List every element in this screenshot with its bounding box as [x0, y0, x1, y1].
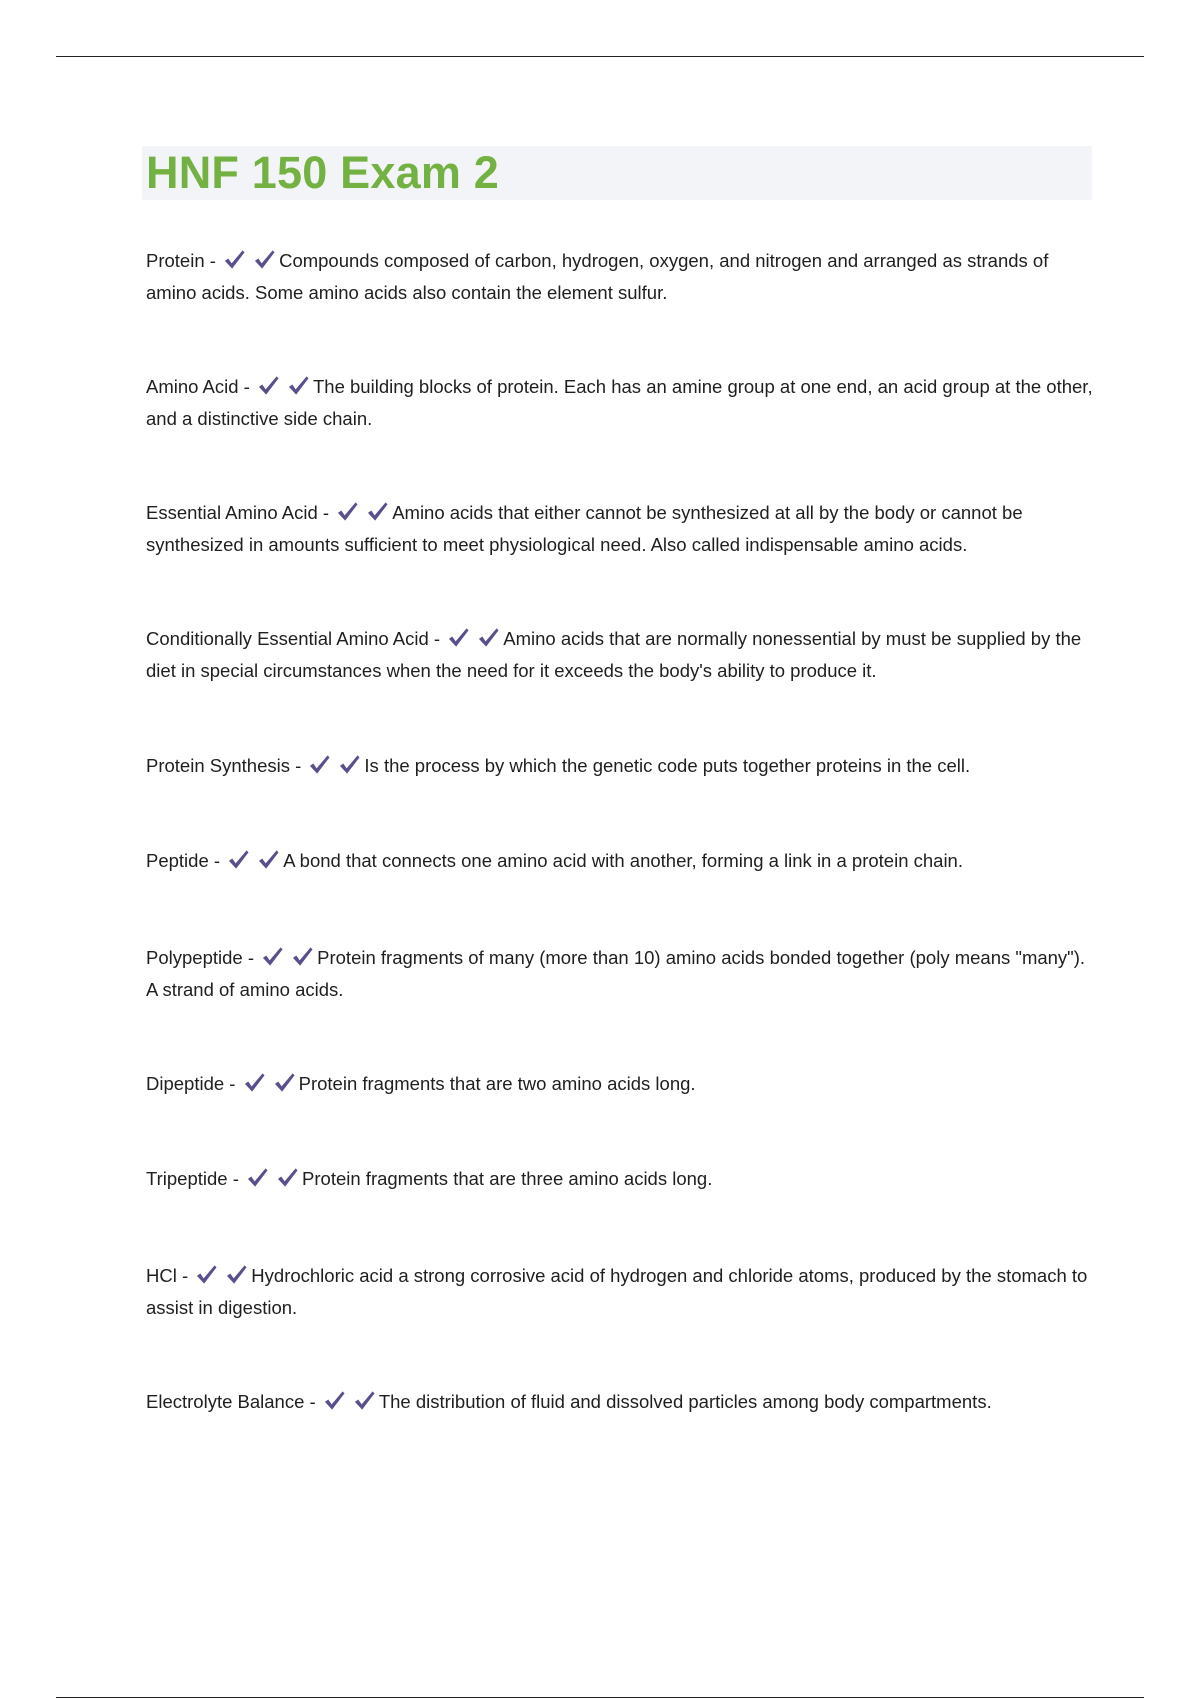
term-label: Dipeptide: [146, 1073, 225, 1094]
check-icon: [308, 754, 331, 775]
term-entry-polypeptide: [146, 943, 1096, 1004]
term-label: Peptide: [146, 850, 209, 871]
check-icon: [223, 249, 246, 270]
term-definition: Protein fragments that are two amino acids long.: [298, 1073, 696, 1094]
term-label: HCl: [146, 1265, 177, 1286]
term-definition: Amino acids that are normally nonessential by must be supplied by the diet in special circumstances when the need for it exceeds the body's ability to produce it.: [146, 628, 1082, 681]
term-label: Electrolyte Balance: [146, 1391, 305, 1412]
term-label: Conditionally Essential Amino Acid: [146, 628, 429, 649]
check-icon: [477, 627, 500, 648]
check-icon: [323, 1390, 346, 1411]
term-entry-essential-amino-acid: [146, 498, 1096, 559]
term-label: Protein: [146, 250, 205, 271]
check-icon: [287, 375, 310, 396]
double-check-icon: [308, 754, 361, 783]
term-definition: A bond that connects one amino acid with another, forming a link in a protein chain.: [283, 850, 963, 871]
term-definition: Hydrochloric acid a strong corrosive acid of hydrogen and chloride atoms, produced by the stomach to assist in digestion.: [146, 1265, 1088, 1318]
term-separator: -: [304, 1391, 321, 1412]
term-label: Polypeptide: [146, 947, 243, 968]
check-icon: [243, 1072, 266, 1093]
term-entry-electrolyte-balance: [146, 1387, 1096, 1419]
check-icon: [291, 946, 314, 967]
bottom-rule: [56, 1697, 1144, 1698]
check-icon: [353, 1390, 376, 1411]
check-icon: [253, 249, 276, 270]
term-entry-tripeptide: [146, 1164, 1096, 1196]
check-icon: [227, 849, 250, 870]
term-label: Tripeptide: [146, 1168, 228, 1189]
double-check-icon: [223, 249, 276, 278]
check-icon: [366, 501, 389, 522]
top-rule: [56, 56, 1144, 57]
term-entry-protein: [146, 246, 1096, 307]
term-entry-conditionally-essential-amino-acid: [146, 624, 1096, 685]
check-icon: [338, 754, 361, 775]
term-separator: -: [428, 628, 446, 649]
double-check-icon: [227, 849, 280, 878]
double-check-icon: [195, 1264, 248, 1293]
double-check-icon: [257, 375, 310, 404]
check-icon: [276, 1167, 299, 1188]
term-definition: Is the process by which the genetic code puts together proteins in the cell.: [364, 755, 971, 776]
check-icon: [336, 501, 359, 522]
double-check-icon: [246, 1167, 299, 1196]
term-separator: -: [224, 1073, 241, 1094]
term-separator: -: [317, 502, 335, 523]
flashcard-list: [146, 246, 1096, 1419]
term-separator: -: [227, 1168, 245, 1189]
term-definition: Protein fragments that are three amino acids long.: [302, 1168, 713, 1189]
check-icon: [261, 946, 284, 967]
term-definition: Compounds composed of carbon, hydrogen, oxygen, and nitrogen and arranged as strands of amino acids. Some amino acids also contain the element sulfur.: [146, 250, 1049, 303]
term-separator: -: [238, 376, 255, 397]
term-label: Protein Synthesis: [146, 755, 290, 776]
check-icon: [447, 627, 470, 648]
double-check-icon: [336, 501, 389, 530]
term-entry-peptide: [146, 846, 1096, 878]
term-definition: Protein fragments of many (more than 10) amino acids bonded together (poly means "many"). A strand of amino acids.: [146, 947, 1086, 1000]
check-icon: [273, 1072, 296, 1093]
term-label: Essential Amino Acid: [146, 502, 318, 523]
check-icon: [246, 1167, 269, 1188]
term-separator: -: [242, 947, 260, 968]
term-definition: Amino acids that either cannot be synthesized at all by the body or cannot be synthesized in amounts sufficient to meet physiological need. Also called indispensable amino acids.: [146, 502, 1023, 555]
term-entry-protein-synthesis: [146, 751, 1096, 783]
page-title: HNF 150 Exam 2: [146, 147, 499, 198]
term-separator: -: [204, 250, 222, 271]
double-check-icon: [323, 1390, 376, 1419]
double-check-icon: [243, 1072, 296, 1101]
term-separator: -: [208, 850, 226, 871]
check-icon: [195, 1264, 218, 1285]
term-entry-dipeptide: [146, 1069, 1096, 1101]
term-separator: -: [289, 755, 307, 776]
check-icon: [257, 849, 280, 870]
double-check-icon: [447, 627, 500, 656]
check-icon: [225, 1264, 248, 1285]
term-definition: The building blocks of protein. Each has an amine group at one end, an acid group at the other, and a distinctive side chain.: [146, 376, 1093, 429]
check-icon: [257, 375, 280, 396]
term-separator: -: [176, 1265, 194, 1286]
term-entry-hcl: [146, 1261, 1096, 1322]
term-definition: The distribution of fluid and dissolved particles among body compartments.: [378, 1391, 992, 1412]
term-label: Amino Acid: [146, 376, 239, 397]
double-check-icon: [261, 946, 314, 975]
term-entry-amino-acid: [146, 372, 1096, 433]
